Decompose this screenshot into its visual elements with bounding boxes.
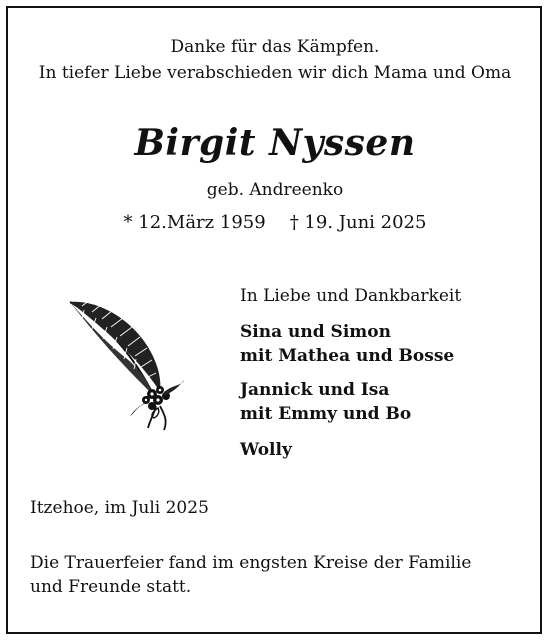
mourner-group-1-line-2: mit Mathea und Bosse <box>240 346 455 366</box>
mourner-group-3 <box>240 438 292 462</box>
deceased-name: Birgit Nyssen <box>134 122 416 164</box>
maiden-name: geb. Andreenko <box>206 180 344 200</box>
life-dates <box>0 212 550 233</box>
birth-date: * 12.März 1959 <box>123 212 266 233</box>
mourner-group-1 <box>240 320 454 368</box>
mourner-group-2-line-2: mit Emmy und Bo <box>240 404 412 424</box>
gratitude-heading: In Liebe und Dankbarkeit <box>240 286 462 306</box>
place-and-date: Itzehoe, im Juli 2025 <box>30 498 209 518</box>
service-line-1: Die Trauerfeier fand im engsten Kreise der Familie <box>30 553 472 573</box>
feather-with-flowers-icon <box>64 296 194 436</box>
intro-line-1: Danke für das Kämpfen. <box>170 37 380 57</box>
intro-line-2: In tiefer Liebe verabschieden wir dich Mama und Oma <box>38 63 512 83</box>
mourner-group-1-line-1: Sina und Simon <box>240 322 391 342</box>
mourner-group-2 <box>240 378 411 426</box>
death-date: † 19. Juni 2025 <box>289 212 427 233</box>
funeral-service-note <box>30 551 471 599</box>
mourner-group-2-line-1: Jannick und Isa <box>240 380 390 400</box>
mourner-group-3-line-1: Wolly <box>240 440 292 460</box>
service-line-2: und Freunde statt. <box>30 577 192 597</box>
